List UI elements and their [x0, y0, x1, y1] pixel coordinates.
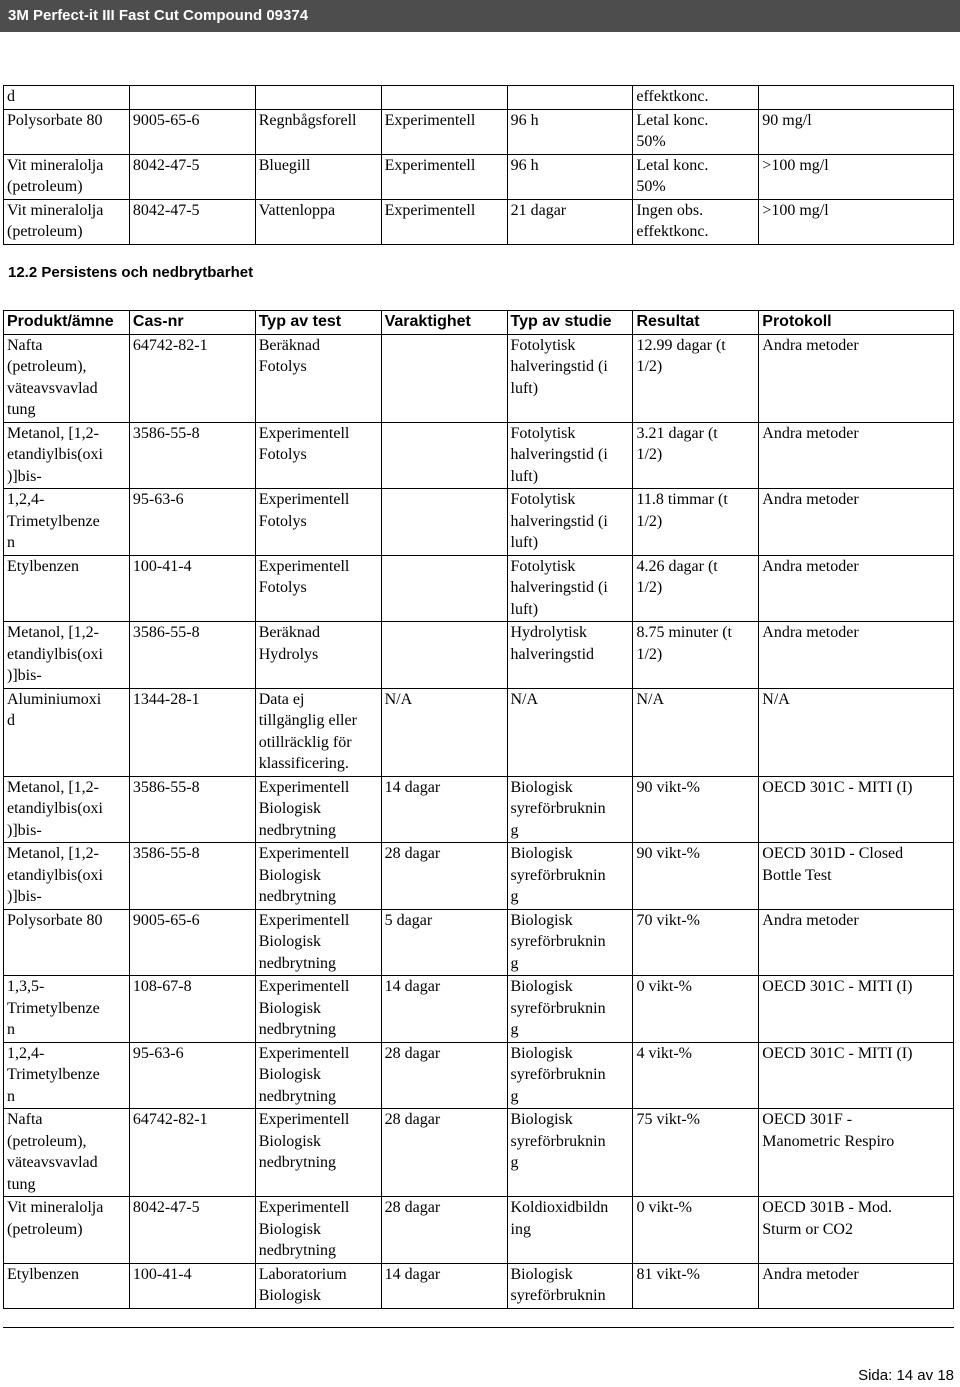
table-row — [4, 1197, 954, 1264]
table-cell: Beräknad Fotolys — [255, 334, 381, 422]
table-cell: OECD 301C - MITI (I) — [759, 776, 954, 843]
table-row — [4, 976, 954, 1043]
table-cell: Experimentell Biologisk nedbrytning — [255, 1197, 381, 1264]
table-cell: 1,3,5- Trimetylbenze n — [4, 976, 130, 1043]
table-cell: Andra metoder — [759, 1263, 954, 1308]
table-cell: 8042-47-5 — [129, 1197, 255, 1264]
table-cell: 95-63-6 — [129, 1042, 255, 1109]
column-header: Typ av studie — [507, 311, 633, 335]
table-cell: Fotolytisk halveringstid (i luft) — [507, 555, 633, 622]
table-cell: Etylbenzen — [4, 1263, 130, 1308]
table-row — [4, 622, 954, 689]
table-header-row — [4, 311, 954, 335]
table-row — [4, 1263, 954, 1308]
table-cell: 3.21 dagar (t 1/2) — [633, 422, 759, 489]
table-cell: Nafta (petroleum), väteavsvavlad tung — [4, 1109, 130, 1197]
table-cell: Letal konc. 50% — [633, 154, 759, 199]
table-cell — [381, 489, 507, 556]
table-cell: Experimentell Biologisk nedbrytning — [255, 843, 381, 910]
table-cell: Experimentell Biologisk nedbrytning — [255, 909, 381, 976]
table-cell: 9005-65-6 — [129, 909, 255, 976]
table-cell: 4.26 dagar (t 1/2) — [633, 555, 759, 622]
table-cell: N/A — [759, 688, 954, 776]
table-cell: 3586-55-8 — [129, 776, 255, 843]
column-header: Typ av test — [255, 311, 381, 335]
table-cell — [255, 86, 381, 110]
table-cell: Andra metoder — [759, 489, 954, 556]
table-cell: 96 h — [507, 109, 633, 154]
table-cell: Biologisk syreförbruknin g — [507, 776, 633, 843]
column-header: Produkt/ämne — [4, 311, 130, 335]
table-cell: Ingen obs. effektkonc. — [633, 199, 759, 244]
table-cell: Andra metoder — [759, 422, 954, 489]
ecotoxicity-table — [3, 85, 954, 245]
table-cell: Andra metoder — [759, 555, 954, 622]
table-cell: Andra metoder — [759, 622, 954, 689]
table-cell: 11.8 timmar (t 1/2) — [633, 489, 759, 556]
table-row — [4, 334, 954, 422]
table-cell: Experimentell — [381, 199, 507, 244]
table-cell: Etylbenzen — [4, 555, 130, 622]
table-row — [4, 909, 954, 976]
table-cell: 14 dagar — [381, 1263, 507, 1308]
table-cell: Laboratorium Biologisk — [255, 1263, 381, 1308]
column-header: Varaktighet — [381, 311, 507, 335]
table-row — [4, 422, 954, 489]
table-cell: Experimentell — [381, 154, 507, 199]
table-cell: Experimentell Fotolys — [255, 489, 381, 556]
persistence-table — [3, 310, 954, 1309]
table-cell: 100-41-4 — [129, 555, 255, 622]
table-cell: 90 vikt-% — [633, 843, 759, 910]
table-cell — [129, 86, 255, 110]
table-cell: 28 dagar — [381, 1042, 507, 1109]
table-cell: Biologisk syreförbruknin g — [507, 1109, 633, 1197]
table-cell: N/A — [507, 688, 633, 776]
table-cell: Experimentell — [381, 109, 507, 154]
column-header: Protokoll — [759, 311, 954, 335]
table-cell: 4 vikt-% — [633, 1042, 759, 1109]
table-cell: 96 h — [507, 154, 633, 199]
table-cell: OECD 301C - MITI (I) — [759, 976, 954, 1043]
table-cell: Nafta (petroleum), väteavsvavlad tung — [4, 334, 130, 422]
table-cell: 8.75 minuter (t 1/2) — [633, 622, 759, 689]
table-cell: 3586-55-8 — [129, 622, 255, 689]
table-row — [4, 154, 954, 199]
table-cell: 3586-55-8 — [129, 422, 255, 489]
table-cell: 75 vikt-% — [633, 1109, 759, 1197]
table-cell: Experimentell Fotolys — [255, 422, 381, 489]
table-cell: Beräknad Hydrolys — [255, 622, 381, 689]
table-cell: Vit mineralolja (petroleum) — [4, 154, 130, 199]
table-row — [4, 555, 954, 622]
table-cell: Biologisk syreförbruknin g — [507, 976, 633, 1043]
table-cell: 95-63-6 — [129, 489, 255, 556]
table-cell: Letal konc. 50% — [633, 109, 759, 154]
document-title: 3M Perfect-it III Fast Cut Compound 09374 — [8, 7, 309, 24]
table-cell: 1344-28-1 — [129, 688, 255, 776]
table-cell: 90 mg/l — [759, 109, 954, 154]
table-row — [4, 1042, 954, 1109]
table-row — [4, 489, 954, 556]
table-cell: Metanol, [1,2- etandiylbis(oxi )]bis- — [4, 776, 130, 843]
table-cell: Metanol, [1,2- etandiylbis(oxi )]bis- — [4, 622, 130, 689]
table-cell: 0 vikt-% — [633, 1197, 759, 1264]
table-cell: 1,2,4- Trimetylbenze n — [4, 489, 130, 556]
table-cell: 28 dagar — [381, 843, 507, 910]
table-cell: Biologisk syreförbruknin g — [507, 843, 633, 910]
table-cell: Vattenloppa — [255, 199, 381, 244]
table-cell: Experimentell Biologisk nedbrytning — [255, 1042, 381, 1109]
section-title: 12.2 Persistens och nedbrytbarhet — [8, 264, 254, 281]
table-row — [4, 843, 954, 910]
table-cell — [381, 622, 507, 689]
table-row — [4, 86, 954, 110]
table-cell: Vit mineralolja (petroleum) — [4, 1197, 130, 1264]
table-cell: Fotolytisk halveringstid (i luft) — [507, 334, 633, 422]
table-cell: 14 dagar — [381, 976, 507, 1043]
table-cell: Aluminiumoxi d — [4, 688, 130, 776]
table-cell — [507, 86, 633, 110]
table-cell: Fotolytisk halveringstid (i luft) — [507, 422, 633, 489]
table-cell: 8042-47-5 — [129, 199, 255, 244]
table-cell: Andra metoder — [759, 334, 954, 422]
table-cell: 3586-55-8 — [129, 843, 255, 910]
table-cell: OECD 301D - Closed Bottle Test — [759, 843, 954, 910]
table-cell: 70 vikt-% — [633, 909, 759, 976]
table-cell: N/A — [633, 688, 759, 776]
table-cell: Fotolytisk halveringstid (i luft) — [507, 489, 633, 556]
table-cell: 9005-65-6 — [129, 109, 255, 154]
table-cell: >100 mg/l — [759, 199, 954, 244]
table-cell: effektkonc. — [633, 86, 759, 110]
table-cell: 0 vikt-% — [633, 976, 759, 1043]
table-cell: 81 vikt-% — [633, 1263, 759, 1308]
table-cell: 8042-47-5 — [129, 154, 255, 199]
table-cell: Biologisk syreförbruknin g — [507, 909, 633, 976]
table-cell: 28 dagar — [381, 1197, 507, 1264]
table-cell: Metanol, [1,2- etandiylbis(oxi )]bis- — [4, 843, 130, 910]
table-cell: 1,2,4- Trimetylbenze n — [4, 1042, 130, 1109]
table-cell: Biologisk syreförbruknin — [507, 1263, 633, 1308]
table-cell — [381, 334, 507, 422]
table-row — [4, 776, 954, 843]
footer-divider — [3, 1327, 954, 1328]
table-cell: 5 dagar — [381, 909, 507, 976]
table-cell: Experimentell Biologisk nedbrytning — [255, 776, 381, 843]
table-cell — [381, 555, 507, 622]
table-cell: 108-67-8 — [129, 976, 255, 1043]
table-cell: Bluegill — [255, 154, 381, 199]
table-cell: Experimentell Fotolys — [255, 555, 381, 622]
table-cell: OECD 301B - Mod. Sturm or CO2 — [759, 1197, 954, 1264]
table-cell — [381, 422, 507, 489]
table-cell — [759, 86, 954, 110]
table-cell: d — [4, 86, 130, 110]
table-cell: 12.99 dagar (t 1/2) — [633, 334, 759, 422]
table-cell — [381, 86, 507, 110]
table-cell: >100 mg/l — [759, 154, 954, 199]
table-cell: 90 vikt-% — [633, 776, 759, 843]
table-row — [4, 109, 954, 154]
table-cell: Metanol, [1,2- etandiylbis(oxi )]bis- — [4, 422, 130, 489]
table-cell: 21 dagar — [507, 199, 633, 244]
table-cell: Biologisk syreförbruknin g — [507, 1042, 633, 1109]
table-row — [4, 688, 954, 776]
page-number: Sida: 14 av 18 — [858, 1367, 954, 1384]
document-header — [0, 0, 960, 32]
table-cell: Experimentell Biologisk nedbrytning — [255, 1109, 381, 1197]
table-cell: 100-41-4 — [129, 1263, 255, 1308]
table-cell: Koldioxidbildn ing — [507, 1197, 633, 1264]
table-row — [4, 1109, 954, 1197]
table-cell: N/A — [381, 688, 507, 776]
table-cell: Data ej tillgänglig eller otillräcklig för klassificering. — [255, 688, 381, 776]
table-cell: Polysorbate 80 — [4, 909, 130, 976]
column-header: Cas-nr — [129, 311, 255, 335]
table-cell: Vit mineralolja (petroleum) — [4, 199, 130, 244]
table-cell: Regnbågsforell — [255, 109, 381, 154]
table-cell: 28 dagar — [381, 1109, 507, 1197]
table-cell: 14 dagar — [381, 776, 507, 843]
table-cell: 64742-82-1 — [129, 334, 255, 422]
table-cell: Hydrolytisk halveringstid — [507, 622, 633, 689]
table-cell: 64742-82-1 — [129, 1109, 255, 1197]
table-row — [4, 199, 954, 244]
table-cell: Polysorbate 80 — [4, 109, 130, 154]
table-cell: OECD 301F - Manometric Respiro — [759, 1109, 954, 1197]
column-header: Resultat — [633, 311, 759, 335]
table-cell: Andra metoder — [759, 909, 954, 976]
table-cell: OECD 301C - MITI (I) — [759, 1042, 954, 1109]
table-cell: Experimentell Biologisk nedbrytning — [255, 976, 381, 1043]
